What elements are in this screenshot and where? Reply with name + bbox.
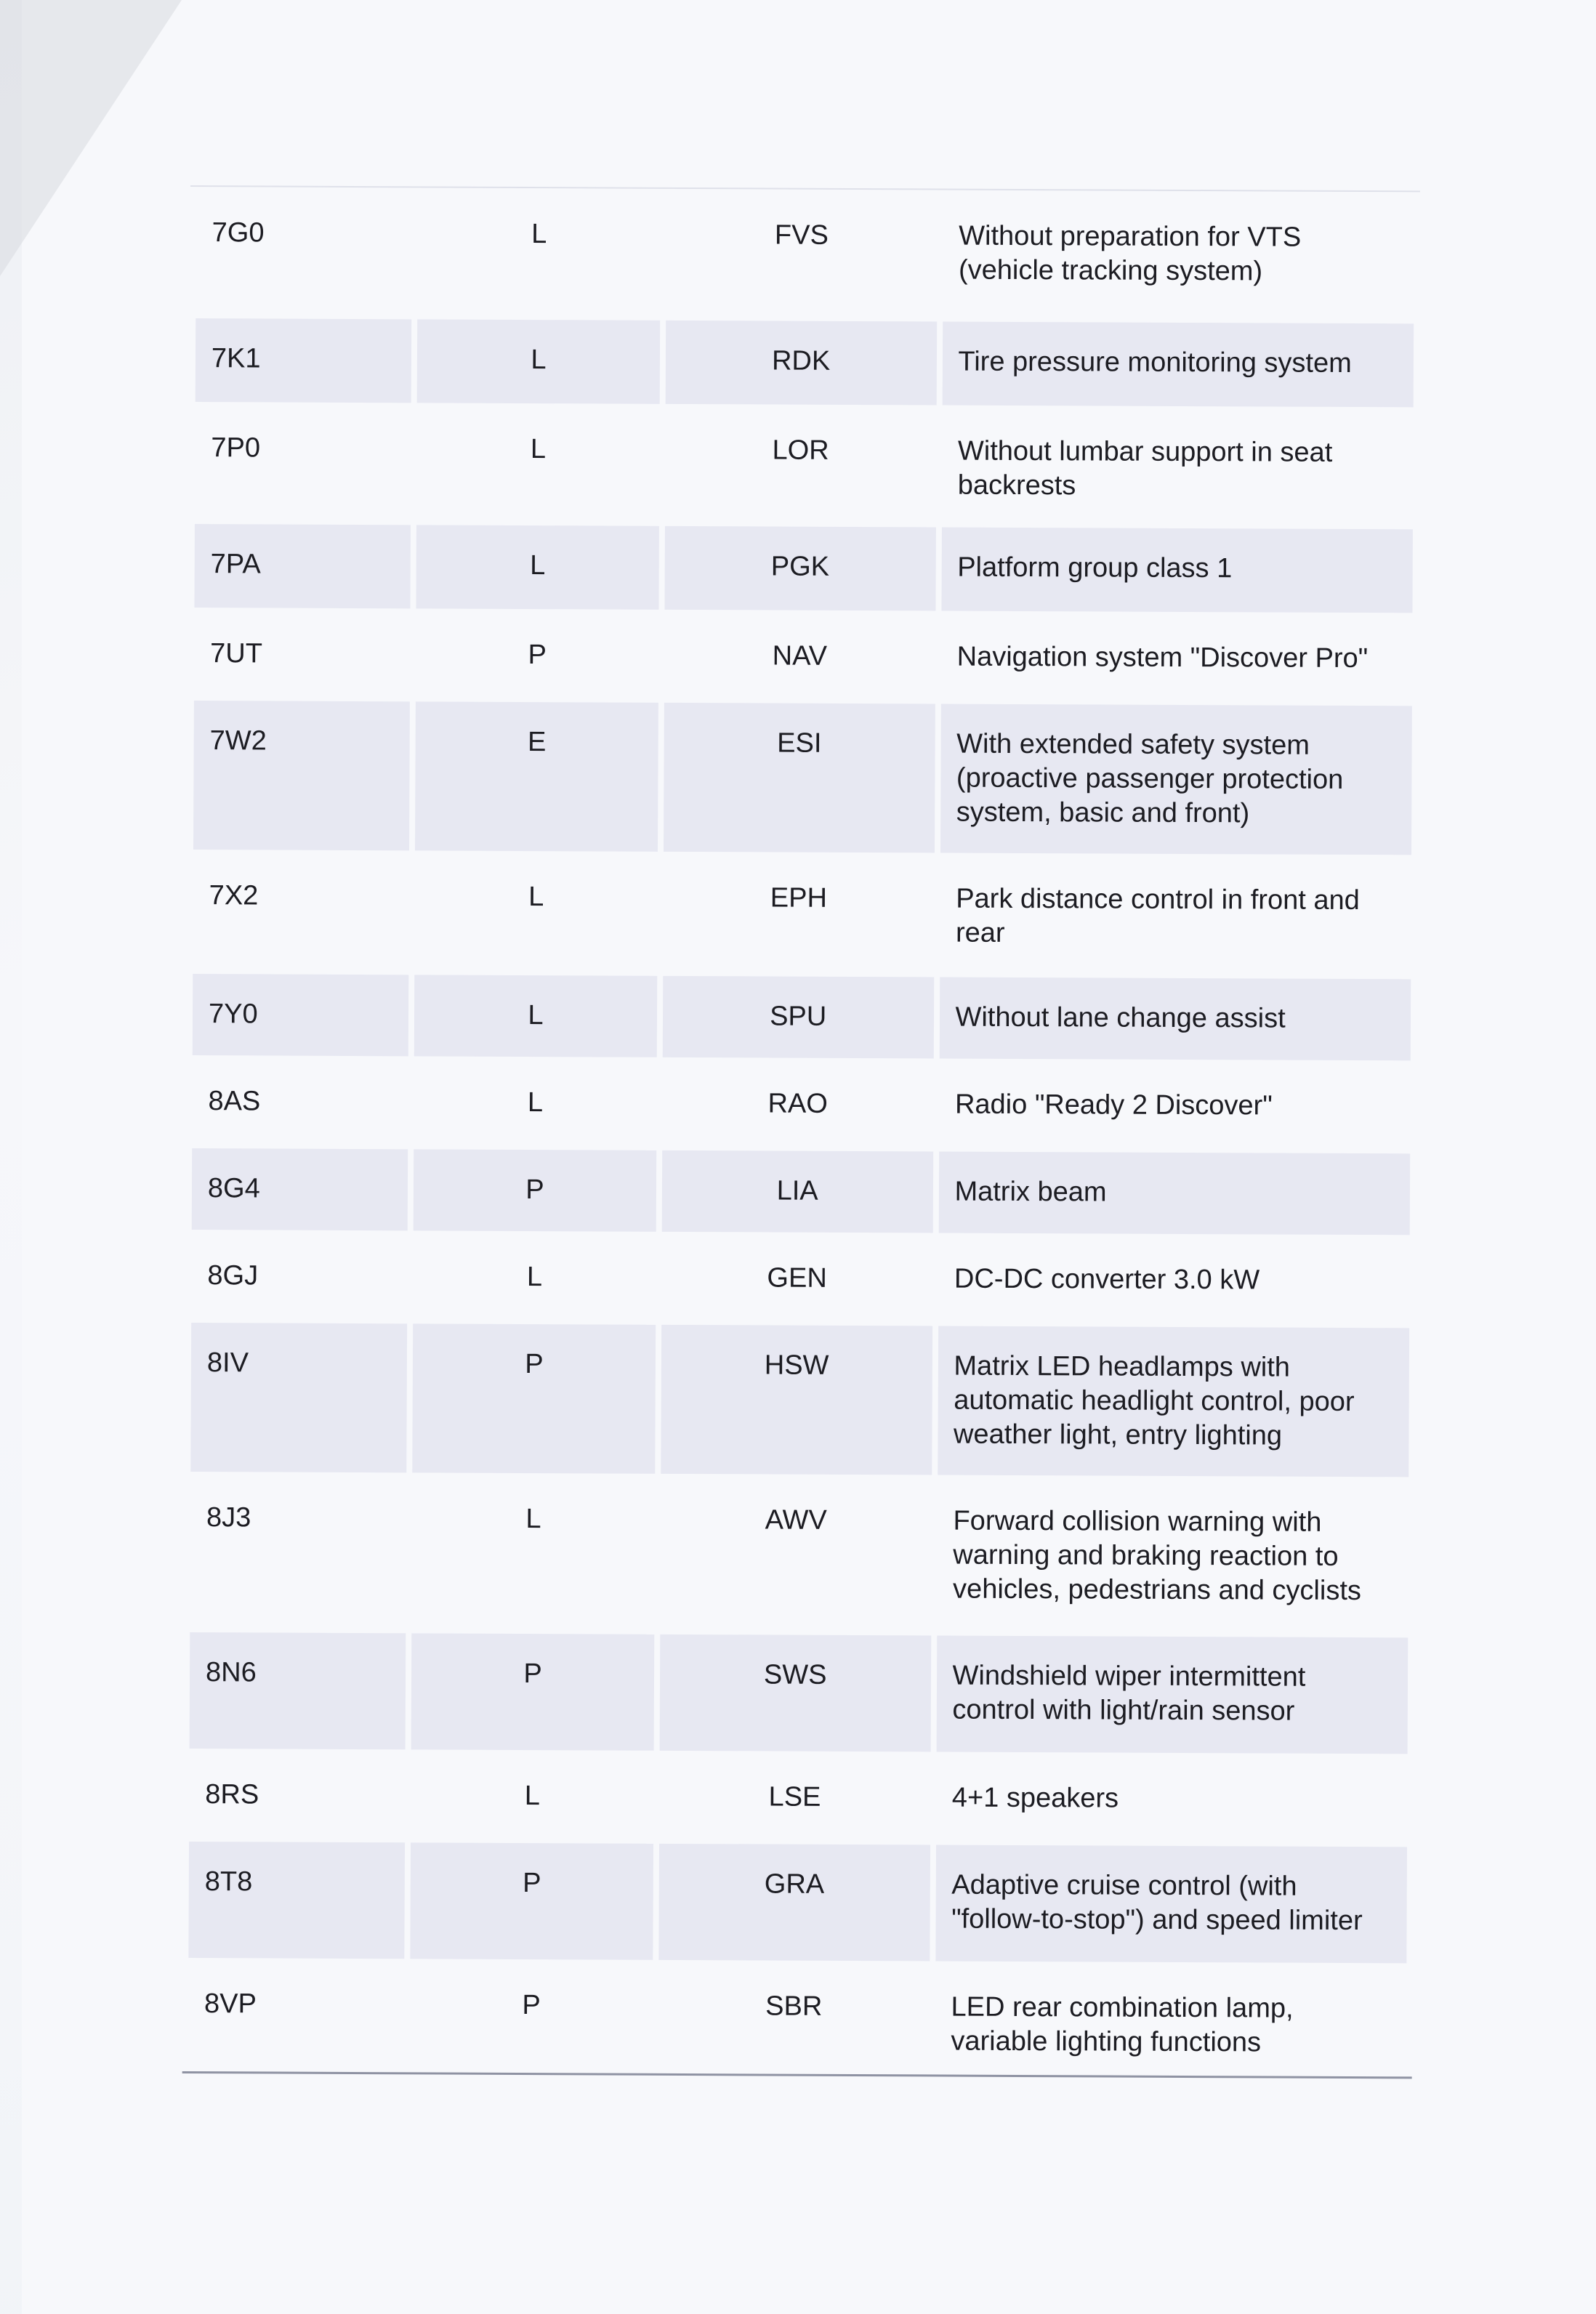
option-description: Tire pressure monitoring system xyxy=(942,322,1414,408)
option-description: Windshield wiper intermittent control with light/rain sensor xyxy=(936,1635,1408,1754)
option-type: P xyxy=(522,1990,541,2021)
option-description: Radio "Ready 2 Discover" xyxy=(954,1089,1273,1121)
pr-family-code: NAV xyxy=(772,640,828,672)
pr-family-code: HSW xyxy=(661,1325,932,1475)
option-type: L xyxy=(414,975,657,1057)
table-row xyxy=(193,701,1412,855)
option-description: Matrix LED headlamps with automatic headlight control, poor weather light, entry lighting xyxy=(938,1326,1409,1478)
option-type: P xyxy=(412,1323,656,1473)
option-description: Adaptive cruise control (with "follow-to-stop") and speed limiter xyxy=(935,1845,1407,1963)
option-code: 8AS xyxy=(208,1086,261,1117)
table-row xyxy=(188,1842,1407,1963)
pr-family-code: AWV xyxy=(765,1504,827,1536)
pr-family-code: SWS xyxy=(659,1634,930,1752)
table-row xyxy=(193,974,1411,1060)
pr-family-code: SPU xyxy=(663,976,934,1059)
option-description: Without lumbar support in seat backrests xyxy=(957,435,1333,501)
table-row xyxy=(194,613,1412,700)
option-description: Without lane change assist xyxy=(939,977,1411,1061)
pr-family-code: LIA xyxy=(662,1150,933,1233)
table-row xyxy=(189,1754,1407,1841)
option-type: L xyxy=(526,1262,543,1293)
option-code: 7Y0 xyxy=(193,974,409,1056)
table-row xyxy=(190,1632,1408,1754)
option-type: L xyxy=(531,219,547,250)
option-description: Without preparation for VTS (vehicle tracking system) xyxy=(958,220,1302,287)
option-code: 7UT xyxy=(210,638,263,669)
option-code: 8GJ xyxy=(207,1260,259,1291)
option-type: L xyxy=(525,1504,541,1535)
option-type: L xyxy=(524,1781,541,1812)
table-row xyxy=(188,1964,1407,2071)
pr-family-code: FVS xyxy=(774,219,829,251)
option-description: Forward collision warning with warning and braking reaction to vehicles, pedestrians and cyclists xyxy=(953,1505,1362,1607)
pr-family-code: LOR xyxy=(772,435,829,466)
table-row xyxy=(190,1323,1409,1477)
pr-family-code: GRA xyxy=(658,1844,930,1962)
table-row xyxy=(193,855,1411,973)
option-description: With extended safety system (proactive passenger protection system, basic and front) xyxy=(940,704,1412,855)
pr-family-code: EPH xyxy=(770,882,828,914)
option-code: 7K1 xyxy=(196,318,412,403)
option-type: E xyxy=(415,701,658,851)
option-type: P xyxy=(411,1842,653,1959)
option-code: 7W2 xyxy=(193,701,410,850)
table-row xyxy=(192,1148,1410,1235)
option-description: DC-DC converter 3.0 kW xyxy=(954,1263,1260,1296)
option-type: L xyxy=(530,434,547,465)
option-code: 7PA xyxy=(194,524,411,608)
option-description: Platform group class 1 xyxy=(941,528,1413,613)
table-row xyxy=(192,1061,1410,1148)
option-description: 4+1 speakers xyxy=(951,1782,1119,1814)
option-code: 8RS xyxy=(205,1779,259,1810)
table-row xyxy=(196,193,1414,318)
option-description: Park distance control in front and rear xyxy=(955,883,1360,948)
option-code: 7X2 xyxy=(209,880,259,911)
option-type: L xyxy=(527,1087,544,1118)
pr-family-code: GEN xyxy=(767,1262,827,1294)
option-type: P xyxy=(414,1149,656,1231)
table-row xyxy=(191,1235,1409,1322)
option-code: 8T8 xyxy=(188,1842,405,1959)
equipment-code-table xyxy=(182,185,1420,2079)
pr-family-code: SBR xyxy=(765,1991,823,2022)
pr-family-code: LSE xyxy=(768,1781,821,1813)
option-type: P xyxy=(528,640,547,671)
option-code: 8G4 xyxy=(192,1148,408,1230)
pr-family-code: RDK xyxy=(666,321,937,406)
option-type: L xyxy=(417,319,660,403)
pr-family-code: RAO xyxy=(767,1088,828,1119)
table-row xyxy=(194,524,1412,613)
option-description: LED rear combination lamp, variable lighting functions xyxy=(951,1991,1294,2058)
option-code: 7P0 xyxy=(211,432,261,464)
option-description: Navigation system "Discover Pro" xyxy=(956,641,1369,674)
option-type: L xyxy=(528,882,544,913)
pr-family-code: ESI xyxy=(664,703,935,853)
option-type: L xyxy=(416,525,659,609)
table-row xyxy=(196,318,1414,407)
option-code: 7G0 xyxy=(211,217,265,249)
option-code: 8IV xyxy=(190,1323,407,1472)
option-type: P xyxy=(411,1633,654,1750)
option-description: Matrix beam xyxy=(938,1152,1410,1235)
page-fold-shadow xyxy=(0,0,182,276)
table-row xyxy=(190,1478,1408,1632)
option-code: 8VP xyxy=(203,1988,257,2020)
table-row xyxy=(195,408,1414,523)
pr-family-code: PGK xyxy=(664,526,935,611)
option-code: 8J3 xyxy=(206,1502,251,1533)
option-code: 8N6 xyxy=(190,1632,406,1749)
